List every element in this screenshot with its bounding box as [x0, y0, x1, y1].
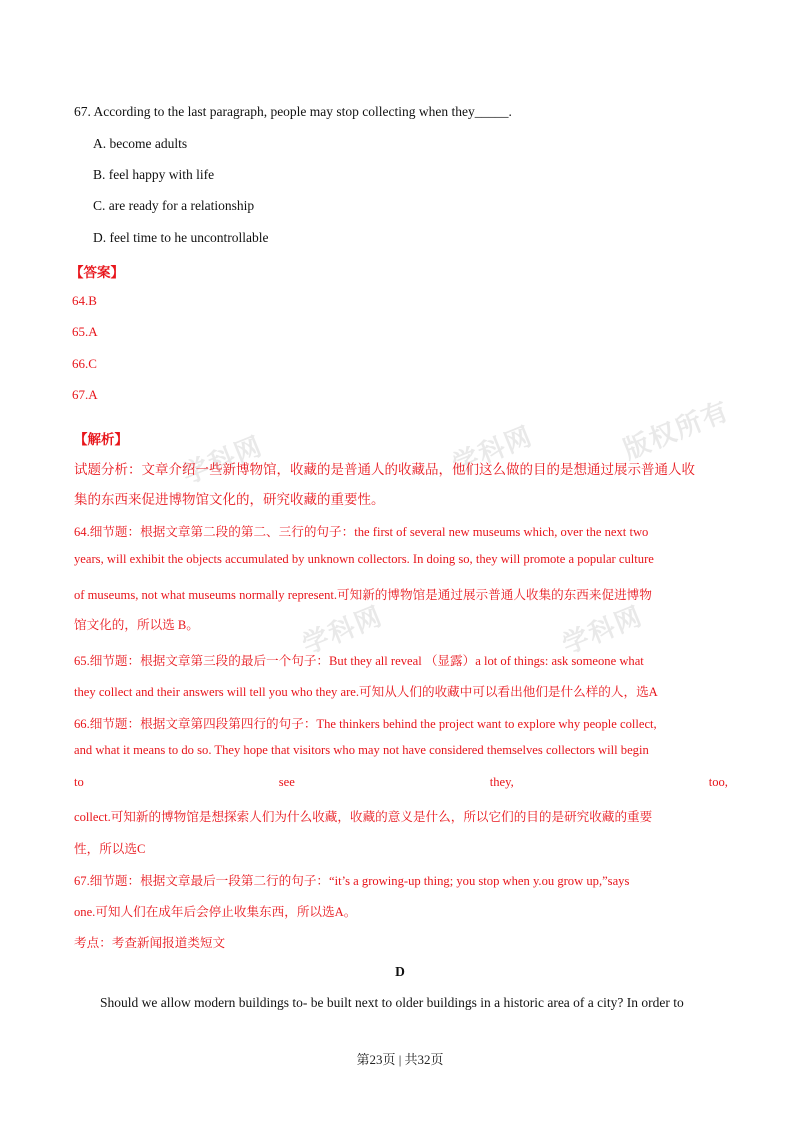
- option-d: D. feel time to he uncontrollable: [93, 230, 269, 245]
- watermark-logo: 学科网: [558, 601, 648, 661]
- section-letter: D: [395, 964, 405, 979]
- answer-item: 64.B: [72, 293, 97, 308]
- analysis-q66: collect.可知新的博物馆是想探索人们为什么收藏，收藏的意义是什么，所以它们的目的是研究收藏的重要: [74, 810, 653, 824]
- analysis-summary: 试题分析：文章介绍一些新博物馆，收藏的是普通人的收藏品，他们这么做的目的是想通过展示普通人收: [74, 462, 695, 477]
- analysis-q64: 64.细节题：根据文章第二段的第二、三行的句子：the first of several new museums which, over the next two: [74, 525, 649, 539]
- answer-item: 66.C: [72, 356, 97, 371]
- page-footer: 第23页 | 共32页: [356, 1052, 444, 1067]
- analysis-heading: 【解析】: [74, 432, 128, 447]
- passage-first-line: Should we allow modern buildings to- be built next to older buildings in a historic area of a city? In order to: [100, 995, 684, 1010]
- analysis-q66: and what it means to do so. They hope that visitors who may not have considered themselves collectors will begin: [74, 743, 649, 757]
- word: they,: [489, 775, 514, 789]
- watermark-text: 版权所有: [619, 395, 735, 466]
- watermark-logo: 学科网: [298, 601, 388, 661]
- watermark-logo: 学科网: [178, 431, 268, 491]
- option-c: C. are ready for a relationship: [93, 198, 255, 213]
- answer-item: 67.A: [72, 387, 98, 402]
- analysis-q66: 66.细节题：根据文章第四段第四行的句子：The thinkers behind the project want to explore why people collect,: [74, 717, 657, 731]
- analysis-q67: one.可知人们在成年后会停止收集东西，所以选A。: [74, 905, 357, 919]
- analysis-q64: 馆文化的，所以选 B。: [74, 618, 199, 632]
- word: see: [278, 775, 295, 789]
- analysis-q65: they collect and their answers will tell you who they are.可知从人们的收藏中可以看出他们是什么样的人，选A: [74, 685, 658, 699]
- option-a: A. become adults: [93, 136, 188, 151]
- watermark-logo: 学科网: [448, 421, 538, 481]
- word: to: [74, 775, 84, 789]
- analysis-q66: 性，所以选C: [74, 842, 146, 856]
- option-b: B. feel happy with life: [93, 167, 215, 182]
- analysis-q64: of museums, not what museums normally represent.可知新的博物馆是通过展示普通人收集的东西来促进博物: [74, 588, 652, 602]
- kaodian-label: 考点：考查新闻报道类短文: [74, 936, 226, 950]
- analysis-q64: years, will exhibit the objects accumulated by unknown collectors. In doing so, they will promote a popular culture: [74, 552, 654, 566]
- analysis-q67: 67.细节题：根据文章最后一段第二行的句子：“it’s a growing-up thing; you stop when y.ou grow up,”says: [74, 874, 630, 888]
- question-stem: 67. According to the last paragraph, people may stop collecting when they_____.: [74, 104, 512, 119]
- word: too,: [708, 775, 728, 789]
- analysis-q66-justified-line: [74, 775, 728, 790]
- analysis-q65: 65.细节题：根据文章第三段的最后一个句子：But they all reveal （显露）a lot of things: ask someone what: [74, 654, 644, 668]
- analysis-summary: 集的东西来促进博物馆文化的，研究收藏的重要性。: [74, 492, 385, 507]
- answer-heading: 【答案】: [70, 265, 124, 280]
- answer-item: 65.A: [72, 324, 98, 339]
